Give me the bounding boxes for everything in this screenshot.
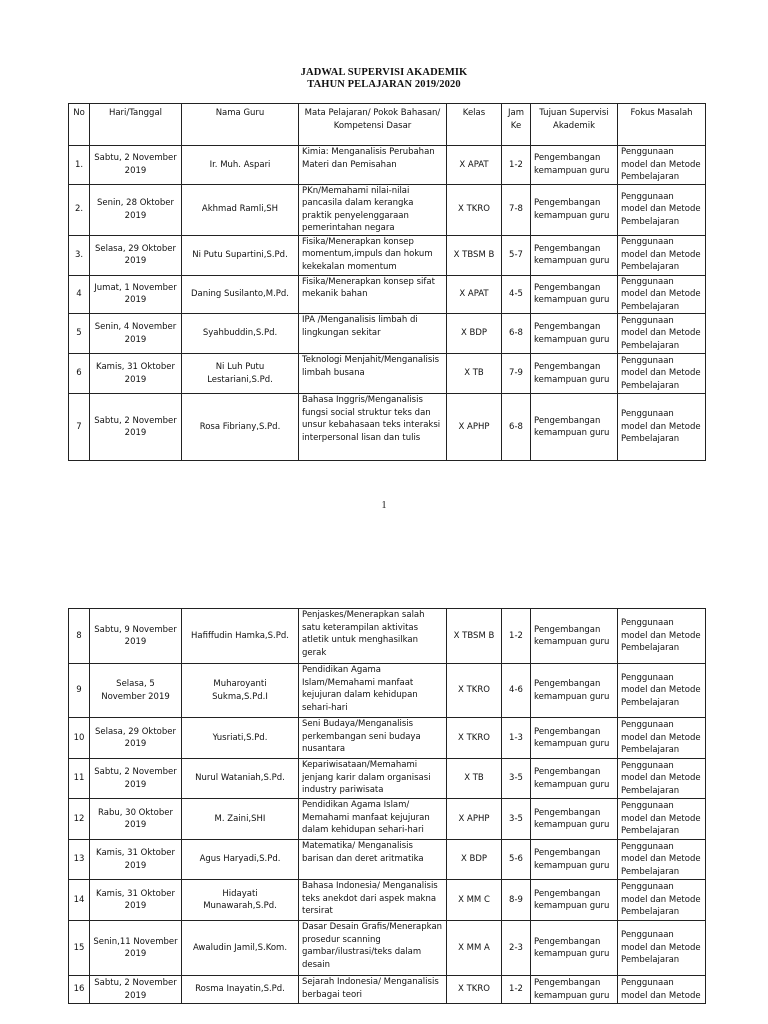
cell-fokus-masalah: Penggunaan model dan Metode Pembelajaran [618,799,706,840]
table-row [69,976,706,1004]
cell-mata-pelajaran: Seni Budaya/Menganalisis perkembangan seni budaya nusantara [299,718,447,759]
cell-no: 3. [69,235,90,275]
cell-kelas: X TBSM B [447,609,502,664]
cell-fokus-masalah: Penggunaan model dan Metode Pembelajaran [618,880,706,921]
cell-mata-pelajaran: Dasar Desain Grafis/Menerapkan prosedur scanning gambar/ilustrasi/teks dalam desain [299,921,447,976]
table-row [69,609,706,664]
table-row [69,921,706,976]
cell-tujuan-supervisi: Pengembangan kemampuan guru [531,976,618,1004]
cell-tujuan-supervisi: Pengembangan kemampuan guru [531,718,618,759]
cell-mata-pelajaran: Bahasa Indonesia/ Menganalisis teks anekdot dari aspek makna tersirat [299,880,447,921]
cell-jam-ke: 7-8 [502,184,531,235]
cell-nama-guru: Yusriati,S.Pd. [182,718,299,759]
cell-no: 15 [69,921,90,976]
cell-hari-tanggal: Senin, 28 Oktober 2019 [90,184,182,235]
cell-jam-ke: 1-3 [502,718,531,759]
cell-fokus-masalah: Penggunaan model dan Metode [618,976,706,1004]
cell-hari-tanggal: Kamis, 31 Oktober 2019 [90,840,182,880]
cell-tujuan-supervisi: Pengembangan kemampuan guru [531,759,618,799]
cell-nama-guru: Muharoyanti Sukma,S.Pd.I [182,664,299,718]
cell-no: 10 [69,718,90,759]
cell-no: 5 [69,314,90,354]
cell-mata-pelajaran: Kepariwisataan/Memahami jenjang karir dalam organisasi industry pariwisata [299,759,447,799]
schedule-table-page-1 [68,103,706,461]
cell-no: 11 [69,759,90,799]
cell-kelas: X MM C [447,880,502,921]
header-hari-tanggal: Hari/Tanggal [90,104,182,146]
cell-nama-guru: Akhmad Ramli,SH [182,184,299,235]
cell-hari-tanggal: Kamis, 31 Oktober 2019 [90,354,182,394]
cell-fokus-masalah: Penggunaan model dan Metode Pembelajaran [618,664,706,718]
cell-kelas: X TKRO [447,976,502,1004]
cell-tujuan-supervisi: Pengembangan kemampuan guru [531,184,618,235]
cell-tujuan-supervisi: Pengembangan kemampuan guru [531,314,618,354]
cell-jam-ke: 6-8 [502,394,531,461]
cell-kelas: X APHP [447,394,502,461]
cell-mata-pelajaran: Penjaskes/Menerapkan salah satu keterampilan aktivitas atletik untuk menghasilkan gerak [299,609,447,664]
table-row [69,840,706,880]
cell-fokus-masalah: Penggunaan model dan Metode Pembelajaran [618,718,706,759]
cell-kelas: X TKRO [447,718,502,759]
header-fokus-masalah: Fokus Masalah [618,104,706,146]
page-number: 1 [381,500,387,511]
cell-nama-guru: M. Zaini,SHI [182,799,299,840]
cell-no: 9 [69,664,90,718]
cell-hari-tanggal: Sabtu, 2 November 2019 [90,146,182,185]
cell-fokus-masalah: Penggunaan model dan Metode Pembelajaran [618,184,706,235]
cell-tujuan-supervisi: Pengembangan kemampuan guru [531,664,618,718]
cell-kelas: X APAT [447,146,502,185]
cell-no: 7 [69,394,90,461]
header-mata-pelajaran: Mata Pelajaran/ Pokok Bahasan/ Kompetensi Dasar [299,104,447,146]
cell-tujuan-supervisi: Pengembangan kemampuan guru [531,146,618,185]
cell-fokus-masalah: Penggunaan model dan Metode Pembelajaran [618,759,706,799]
cell-fokus-masalah: Penggunaan model dan Metode Pembelajaran [618,275,706,314]
cell-hari-tanggal: Senin, 4 November 2019 [90,314,182,354]
cell-jam-ke: 7-9 [502,354,531,394]
cell-jam-ke: 2-3 [502,921,531,976]
cell-no: 2. [69,184,90,235]
cell-kelas: X BDP [447,840,502,880]
cell-fokus-masalah: Penggunaan model dan Metode Pembelajaran [618,235,706,275]
cell-hari-tanggal: Sabtu, 2 November 2019 [90,976,182,1004]
cell-fokus-masalah: Penggunaan model dan Metode Pembelajaran [618,921,706,976]
cell-tujuan-supervisi: Pengembangan kemampuan guru [531,921,618,976]
cell-fokus-masalah: Penggunaan model dan Metode Pembelajaran [618,314,706,354]
cell-kelas: X TBSM B [447,235,502,275]
cell-kelas: X TB [447,354,502,394]
cell-no: 1. [69,146,90,185]
schedule-table-page-2 [68,608,706,1004]
cell-jam-ke: 6-8 [502,314,531,354]
cell-hari-tanggal: Senin,11 November 2019 [90,921,182,976]
cell-no: 6 [69,354,90,394]
cell-jam-ke: 5-6 [502,840,531,880]
cell-nama-guru: Syahbuddin,S.Pd. [182,314,299,354]
cell-jam-ke: 5-7 [502,235,531,275]
cell-hari-tanggal: Sabtu, 9 November 2019 [90,609,182,664]
cell-jam-ke: 4-6 [502,664,531,718]
header-jam-ke: Jam Ke [502,104,531,146]
cell-fokus-masalah: Penggunaan model dan Metode Pembelajaran [618,146,706,185]
cell-nama-guru: Ni Luh Putu Lestariani,S.Pd. [182,354,299,394]
cell-no: 14 [69,880,90,921]
cell-kelas: X TB [447,759,502,799]
cell-mata-pelajaran: Sejarah Indonesia/ Menganalisis berbagai teori [299,976,447,1004]
cell-mata-pelajaran: Bahasa Inggris/Menganalisis fungsi social struktur teks dan unsur kebahasaan teks interaksi interpersonal lisan dan tulis [299,394,447,461]
cell-nama-guru: Awaludin Jamil,S.Kom. [182,921,299,976]
cell-hari-tanggal: Rabu, 30 Oktober 2019 [90,799,182,840]
cell-fokus-masalah: Penggunaan model dan Metode Pembelajaran [618,840,706,880]
cell-kelas: X APHP [447,799,502,840]
cell-tujuan-supervisi: Pengembangan kemampuan guru [531,235,618,275]
cell-no: 4 [69,275,90,314]
table-row [69,235,706,275]
table-row [69,184,706,235]
cell-jam-ke: 1-2 [502,609,531,664]
cell-mata-pelajaran: Teknologi Menjahit/Menganalisis limbah busana [299,354,447,394]
cell-fokus-masalah: Penggunaan model dan Metode Pembelajaran [618,609,706,664]
cell-nama-guru: Rosma Inayatin,S.Pd. [182,976,299,1004]
cell-hari-tanggal: Selasa, 29 Oktober 2019 [90,718,182,759]
table-row [69,664,706,718]
cell-tujuan-supervisi: Pengembangan kemampuan guru [531,840,618,880]
cell-no: 8 [69,609,90,664]
table-row [69,799,706,840]
cell-jam-ke: 4-5 [502,275,531,314]
cell-jam-ke: 8-9 [502,880,531,921]
cell-tujuan-supervisi: Pengembangan kemampuan guru [531,275,618,314]
cell-tujuan-supervisi: Pengembangan kemampuan guru [531,394,618,461]
cell-jam-ke: 3-5 [502,799,531,840]
cell-nama-guru: Daning Susilanto,M.Pd. [182,275,299,314]
table-row [69,314,706,354]
cell-tujuan-supervisi: Pengembangan kemampuan guru [531,880,618,921]
cell-mata-pelajaran: Pendidikan Agama Islam/ Memahami manfaat kejujuran dalam kehidupan sehari-hari [299,799,447,840]
cell-hari-tanggal: Selasa, 5 November 2019 [90,664,182,718]
table-row [69,880,706,921]
cell-no: 13 [69,840,90,880]
cell-nama-guru: Ir. Muh. Aspari [182,146,299,185]
header-no: No [69,104,90,146]
document-title: JADWAL SUPERVISI AKADEMIK [300,67,468,78]
cell-hari-tanggal: Selasa, 29 Oktober 2019 [90,235,182,275]
cell-kelas: X TKRO [447,184,502,235]
cell-nama-guru: Hafiffudin Hamka,S.Pd. [182,609,299,664]
cell-nama-guru: Agus Haryadi,S.Pd. [182,840,299,880]
header-tujuan-supervisi: Tujuan Supervisi Akademik [531,104,618,146]
cell-mata-pelajaran: PKn/Memahami nilai-nilai pancasila dalam kerangka praktik penyelenggaraan pemerintahan negara [299,184,447,235]
cell-mata-pelajaran: Pendidikan Agama Islam/Memahami manfaat kejujuran dalam kehidupan sehari-hari [299,664,447,718]
cell-hari-tanggal: Jumat, 1 November 2019 [90,275,182,314]
header-nama-guru: Nama Guru [182,104,299,146]
cell-fokus-masalah: Penggunaan model dan Metode Pembelajaran [618,394,706,461]
cell-no: 16 [69,976,90,1004]
cell-jam-ke: 1-2 [502,976,531,1004]
table-row [69,146,706,185]
cell-nama-guru: Nurul Wataniah,S.Pd. [182,759,299,799]
table-row [69,394,706,461]
cell-mata-pelajaran: IPA /Menganalisis limbah di lingkungan sekitar [299,314,447,354]
table-row [69,275,706,314]
cell-hari-tanggal: Sabtu, 2 November 2019 [90,759,182,799]
table-header-row [69,104,706,146]
cell-kelas: X BDP [447,314,502,354]
cell-mata-pelajaran: Fisika/Menerapkan konsep sifat mekanik bahan [299,275,447,314]
table-row [69,354,706,394]
cell-mata-pelajaran: Matematika/ Menganalisis barisan dan deret aritmatika [299,840,447,880]
cell-no: 12 [69,799,90,840]
cell-kelas: X MM A [447,921,502,976]
cell-tujuan-supervisi: Pengembangan kemampuan guru [531,609,618,664]
table-row [69,759,706,799]
document-subtitle: TAHUN PELAJARAN 2019/2020 [307,79,461,90]
cell-tujuan-supervisi: Pengembangan kemampuan guru [531,799,618,840]
cell-nama-guru: Rosa Fibriany,S.Pd. [182,394,299,461]
cell-nama-guru: Hidayati Munawarah,S.Pd. [182,880,299,921]
cell-tujuan-supervisi: Pengembangan kemampuan guru [531,354,618,394]
cell-fokus-masalah: Penggunaan model dan Metode Pembelajaran [618,354,706,394]
cell-mata-pelajaran: Kimia: Menganalisis Perubahan Materi dan Pemisahan [299,146,447,185]
cell-nama-guru: Ni Putu Supartini,S.Pd. [182,235,299,275]
cell-jam-ke: 3-5 [502,759,531,799]
cell-kelas: X APAT [447,275,502,314]
cell-mata-pelajaran: Fisika/Menerapkan konsep momentum,impuls dan hokum kekekalan momentum [299,235,447,275]
cell-kelas: X TKRO [447,664,502,718]
table-row [69,718,706,759]
cell-hari-tanggal: Kamis, 31 Oktober 2019 [90,880,182,921]
cell-hari-tanggal: Sabtu, 2 November 2019 [90,394,182,461]
cell-jam-ke: 1-2 [502,146,531,185]
header-kelas: Kelas [447,104,502,146]
